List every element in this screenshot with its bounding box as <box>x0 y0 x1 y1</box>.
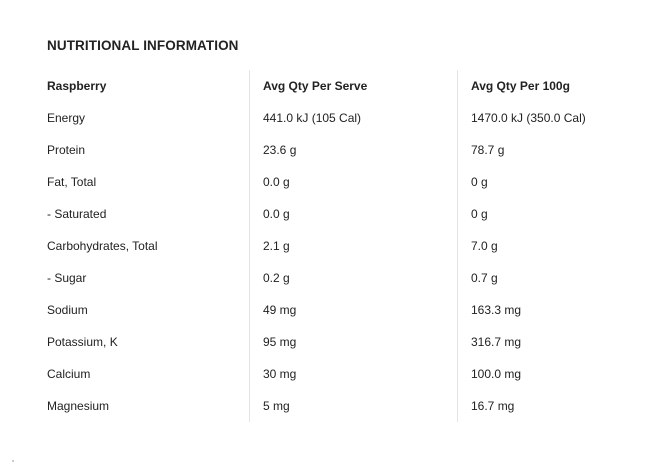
nutrient-name: Magnesium <box>47 399 110 413</box>
nutrient-name: - Saturated <box>47 207 107 221</box>
nutrient-name: Energy <box>47 111 86 125</box>
nutrient-name: Carbohydrates, Total <box>47 239 158 253</box>
table-row <box>47 134 627 166</box>
nutrient-name: Protein <box>47 143 86 157</box>
per-serve-value: 0.0 g <box>263 175 290 189</box>
table-row <box>47 102 627 134</box>
nutrient-name: Calcium <box>47 367 91 381</box>
per-serve-value: 30 mg <box>263 367 297 381</box>
nutrient-name: Sodium <box>47 303 88 317</box>
table-row <box>47 262 627 294</box>
per-100g-value: 0.7 g <box>471 271 498 285</box>
per-serve-value: 5 mg <box>263 399 290 413</box>
per-serve-value: 0.2 g <box>263 271 290 285</box>
per-100g-value: 0 g <box>471 207 488 221</box>
per-100g-value: 100.0 mg <box>471 367 522 381</box>
per-100g-value: 1470.0 kJ (350.0 Cal) <box>471 111 586 125</box>
per-100g-value: 7.0 g <box>471 239 498 253</box>
header-product: Raspberry <box>47 79 107 93</box>
nutrition-title: NUTRITIONAL INFORMATION <box>47 38 239 53</box>
per-100g-value: 0 g <box>471 175 488 189</box>
per-serve-value: 441.0 kJ (105 Cal) <box>263 111 362 125</box>
per-serve-value: 95 mg <box>263 335 297 349</box>
per-100g-value: 16.7 mg <box>471 399 515 413</box>
table-header-row <box>47 70 627 102</box>
per-100g-value: 78.7 g <box>471 143 505 157</box>
table-row <box>47 358 627 390</box>
per-serve-value: 0.0 g <box>263 207 290 221</box>
nutrition-table <box>47 70 627 422</box>
header-per-serve: Avg Qty Per Serve <box>263 79 368 93</box>
per-serve-value: 2.1 g <box>263 239 290 253</box>
per-100g-value: 163.3 mg <box>471 303 522 317</box>
table-row <box>47 198 627 230</box>
table-row <box>47 294 627 326</box>
table-row <box>47 326 627 358</box>
per-100g-value: 316.7 mg <box>471 335 522 349</box>
per-serve-value: 23.6 g <box>263 143 297 157</box>
header-per-100g: Avg Qty Per 100g <box>471 79 570 93</box>
nutrient-name: Potassium, K <box>47 335 118 349</box>
table-row <box>47 166 627 198</box>
table-row <box>47 390 627 422</box>
nutrient-name: Fat, Total <box>47 175 97 189</box>
nutrient-name: - Sugar <box>47 271 87 285</box>
per-serve-value: 49 mg <box>263 303 297 317</box>
corner-dot <box>12 460 14 462</box>
table-row <box>47 230 627 262</box>
